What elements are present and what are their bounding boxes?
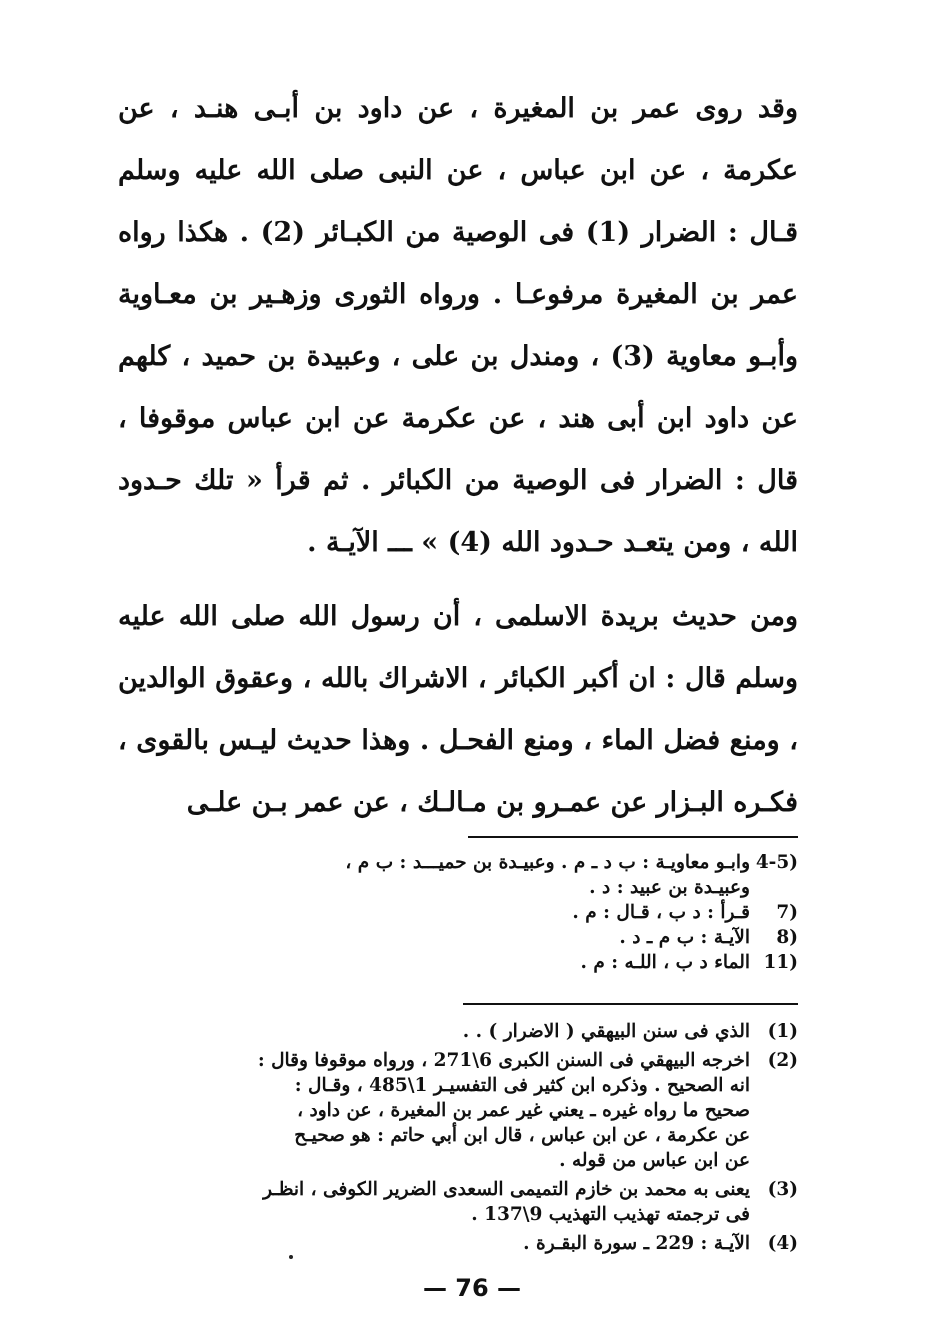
footnote-row	[118, 1019, 798, 1044]
footnotes	[118, 1019, 798, 1256]
footnote-line: عن عكرمة ، عن ابن عباس ، قال ابن أبي حاتم : هو صحيـح	[294, 1125, 750, 1146]
footnote-line: فى ترجمته تهذيب التهذيب 9\137 .	[471, 1204, 750, 1225]
footnote-row	[118, 1048, 798, 1173]
variant-readings	[118, 850, 798, 975]
variant-row	[118, 850, 798, 900]
variant-line: وعبيـدة بن عبيد : د .	[589, 877, 750, 898]
footnote-number: (4)	[767, 1233, 798, 1254]
footnote-line: يعنى به محمد بن خازم التميمى السعدى الضرير الكوفى ، انظـر	[263, 1179, 750, 1200]
footnote-line: عن ابن عباس من قوله .	[559, 1150, 750, 1171]
variant-number: 7)	[776, 902, 798, 923]
variant-line: وابـو معاويـة : ب د ـ م . وعبيـدة بن حميـــد : ب م ،	[345, 852, 750, 873]
variant-number: 8)	[776, 927, 798, 948]
main-paragraph-1: وقد روى عمر بن المغيرة ، عن داود بن أبـى هنـد ، عن عكرمة ، عن ابن عباس ، عن النبى صلى الله عليه وسلم قـال : الضرار (1) فى الوصية من الكبـائر (2) . هكذا رواه عمر بن المغيرة مرفوعـا . ورواه الثورى وزهـير بن معـاوية وأبـو معاوية (3) ، ومندل بن على ، وعبيدة بن حميد ، كلهم عن داود ابن أبى هند ، عن عكرمة عن ابن عباس موقوفا ، قال : الضرار فى الوصية من الكبائر . ثم قرأ « تلك حـدود الله ، ومن يتعـد حـدود الله (4) » ـــ الآيـة .	[118, 93, 799, 558]
variant-number: 11)	[763, 952, 798, 973]
variant-text	[118, 950, 750, 975]
footnotes-divider	[463, 1003, 798, 1005]
page-content	[118, 78, 798, 1260]
variant-text	[118, 925, 750, 950]
footnote-row	[118, 1177, 798, 1227]
variant-number: 4-5)	[755, 852, 798, 873]
footnote-line: صحيح ما رواه غيره ـ يعني غير عمر بن المغيرة ، عن داود ،	[297, 1100, 750, 1121]
variant-text	[118, 900, 750, 925]
stray-mark	[289, 1255, 293, 1259]
footnote-number: (3)	[767, 1179, 798, 1200]
variant-row	[118, 900, 798, 925]
footnote-text	[118, 1019, 750, 1044]
page-number: — 76 —	[422, 1274, 522, 1302]
variant-row	[118, 925, 798, 950]
variant-line: الآيـة : ب م ـ د .	[619, 927, 750, 948]
footnote-number: (2)	[767, 1050, 798, 1071]
footnote-line: انه الصحيح . وذكره ابن كثير فى التفسيـر 1\485 ، وقـال :	[294, 1075, 750, 1096]
footnote-text	[118, 1177, 750, 1227]
variant-line: الماء د ب ، اللـه : م .	[580, 952, 750, 973]
main-paragraph-2: ومن حديث بريدة الاسلمى ، أن رسول الله صلى الله عليه وسلم قال : ان أكبر الكبائر ، الاشراك بالله ، وعقوق الوالدين ، ومنع فضل الماء ، ومنع الفحـل . وهذا حديث ليـس بالقوى ، فكـره البـزار عن عمـرو بن مـالـك ، عن عمر بـن علـى	[118, 601, 798, 818]
footnote-line: الآيـة : 229 ـ سورة البقـرة .	[523, 1233, 750, 1254]
footnote-row	[118, 1231, 798, 1256]
footnote-line: اخرجه البيهقي فى السنن الكبرى 6\271 ، ورواه موقوفا وقال :	[257, 1050, 750, 1071]
variants-divider	[468, 836, 798, 838]
footnote-number: (1)	[767, 1021, 798, 1042]
footnote-line: الذي فى سنن البيهقي ( الاضرار ) . .	[462, 1021, 750, 1042]
variant-line: قـرأ : د ب ، قـال : م .	[572, 902, 750, 923]
variant-row	[118, 950, 798, 975]
footnote-text	[118, 1231, 750, 1256]
variant-text	[118, 850, 750, 900]
footnote-text	[118, 1048, 750, 1173]
